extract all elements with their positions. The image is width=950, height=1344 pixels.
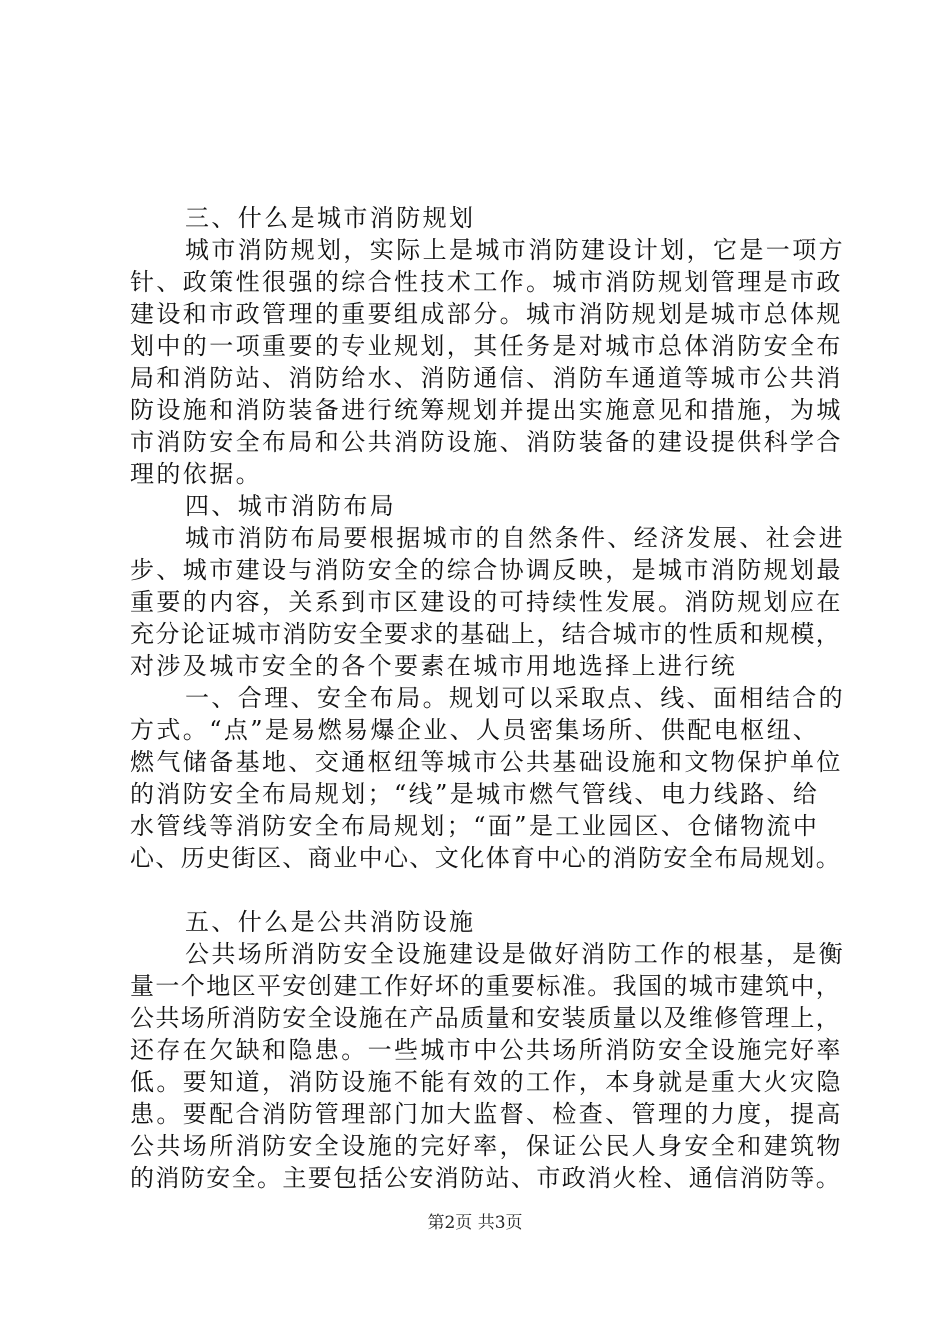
paragraph-line: 量一个地区平安创建工作好坏的重要标准。我国的城市建筑中， <box>130 972 842 1000</box>
paragraph-line: 重要的内容，关系到市区建设的可持续性发展。消防规划应在 <box>130 588 843 616</box>
paragraph-line: 城市消防规划，实际上是城市消防建设计划，它是一项方 <box>185 236 845 264</box>
paragraph-line: 建设和市政管理的重要组成部分。城市消防规划是城市总体规 <box>130 300 843 328</box>
paragraph-line: 市消防安全布局和公共消防设施、消防装备的建设提供科学合 <box>130 428 843 456</box>
paragraph-line: 针、政策性很强的综合性技术工作。城市消防规划管理是市政 <box>130 268 843 296</box>
paragraph-line: 患。要配合消防管理部门加大监督、检查、管理的力度，提高 <box>130 1100 843 1128</box>
paragraph-line: 城市消防布局要根据城市的自然条件、经济发展、社会进 <box>185 524 845 552</box>
section-5-heading: 五、什么是公共消防设施 <box>185 908 476 936</box>
paragraph-line: 的消防安全。主要包括公安消防站、市政消火栓、通信消防等。 <box>130 1164 842 1192</box>
paragraph-line: 公共场所消防安全设施的完好率，保证公民人身安全和建筑物 <box>130 1132 843 1160</box>
paragraph-line: 燃气储备基地、交通枢纽等城市公共基础设施和文物保护单位 <box>130 748 843 776</box>
paragraph-line: 方式。“点”是易燃易爆企业、人员密集场所、供配电枢纽、 <box>130 716 820 744</box>
paragraph-line: 步、城市建设与消防安全的综合协调反映，是城市消防规划最 <box>130 556 843 584</box>
paragraph-line: 公共场所消防安全设施在产品质量和安装质量以及维修管理上， <box>130 1004 842 1032</box>
paragraph-line: 还存在欠缺和隐患。一些城市中公共场所消防安全设施完好率 <box>130 1036 843 1064</box>
paragraph-line: 划中的一项重要的专业规划，其任务是对城市总体消防安全布 <box>130 332 843 360</box>
section-3-heading: 三、什么是城市消防规划 <box>185 204 476 232</box>
paragraph-line: 理的依据。 <box>130 460 262 488</box>
paragraph-line: 的消防安全布局规划；“线”是城市燃气管线、电力线路、给 <box>130 780 820 808</box>
section-4-heading: 四、城市消防布局 <box>185 492 397 520</box>
paragraph-line: 水管线等消防安全布局规划；“面”是工业园区、仓储物流中 <box>130 812 820 840</box>
paragraph-line: 对涉及城市安全的各个要素在城市用地选择上进行统 <box>130 652 738 680</box>
paragraph-line: 心、历史街区、商业中心、文化体育中心的消防安全布局规划。 <box>130 844 842 872</box>
paragraph-line: 一、合理、安全布局。规划可以采取点、线、面相结合的 <box>185 684 845 712</box>
paragraph-line: 局和消防站、消防给水、消防通信、消防车通道等城市公共消 <box>130 364 843 392</box>
paragraph-line: 低。要知道，消防设施不能有效的工作，本身就是重大火灾隐 <box>130 1068 843 1096</box>
paragraph-line: 公共场所消防安全设施建设是做好消防工作的根基，是衡 <box>185 940 845 968</box>
paragraph-line: 防设施和消防装备进行统筹规划并提出实施意见和措施，为城 <box>130 396 843 424</box>
paragraph-line: 充分论证城市消防安全要求的基础上，结合城市的性质和规模， <box>130 620 842 648</box>
page-number-footer: 第2页 共3页 <box>427 1213 523 1233</box>
